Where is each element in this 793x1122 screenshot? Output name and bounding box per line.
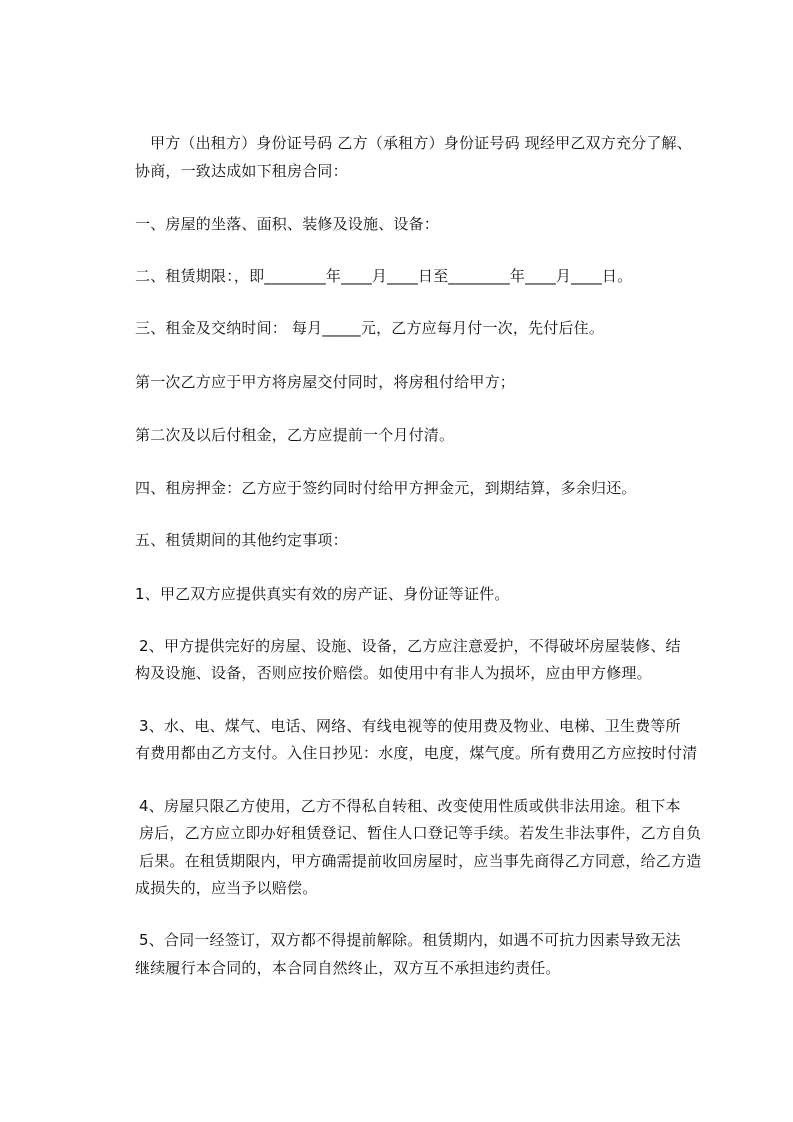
intro-line-2: 协商，一致达成如下租房合同： [135, 162, 348, 180]
section-1-heading: 一、房屋的坐落、面积、装修及设施、设备： [135, 215, 440, 233]
item-2-line-2: 构及设施、设备，否则应按价赔偿。如使用中有非人为损坏，应由甲方修理。 [135, 664, 652, 682]
section-3-rent: 三、租金及交纳时间： 每月_____元，乙方应每月付一次，先付后住。 [135, 319, 605, 337]
section-2-lease-term: 二、租赁期限：，即________年____月____日至________年____月____日。 [135, 267, 633, 285]
item-3-line-1: 3、水、电、煤气、电话、网络、有线电视等的使用费及物业、电梯、卫生费等所 [139, 717, 681, 735]
intro-line-1: 甲方（出租方）身份证号码 乙方（承租方）身份证号码 现经甲乙双方充分了解、 [150, 134, 692, 152]
item-1: 1、甲乙双方应提供真实有效的房产证、身份证等证件。 [135, 585, 510, 603]
item-3-line-2: 有费用都由乙方支付。入住日抄见：水度，电度，煤气度。所有费用乙方应按时付清 [135, 744, 698, 762]
item-5-line-1: 5、合同一经签订，双方都不得提前解除。租赁期内，如遇不可抗力因素导致无法 [139, 931, 681, 949]
item-4-line-3: 后果。在租赁期限内，甲方确需提前收回房屋时，应当事先商得乙方同意，给乙方造 [139, 852, 702, 870]
section-4-deposit: 四、租房押金：乙方应于签约同时付给甲方押金元，到期结算，多余归还。 [135, 479, 637, 497]
item-4-line-2: 房后，乙方应立即办好租赁登记、暂住人口登记等手续。若发生非法事件，乙方自负 [139, 824, 702, 842]
item-4-line-1: 4、房屋只限乙方使用，乙方不得私自转租、改变使用性质或供非法用途。租下本 [139, 797, 681, 815]
section-5-heading: 五、租赁期间的其他约定事项： [135, 531, 348, 549]
item-4-line-4: 成损失的，应当予以赔偿。 [135, 879, 318, 897]
section-3-later-payments: 第二次及以后付租金，乙方应提前一个月付清。 [135, 426, 455, 444]
item-2-line-1: 2、甲方提供完好的房屋、设施、设备，乙方应注意爱护，不得破坏房屋装修、结 [139, 637, 681, 655]
item-5-line-2: 继续履行本合同的，本合同自然终止，双方互不承担违约责任。 [135, 959, 561, 977]
section-3-first-payment: 第一次乙方应于甲方将房屋交付同时，将房租付给甲方； [135, 373, 516, 391]
